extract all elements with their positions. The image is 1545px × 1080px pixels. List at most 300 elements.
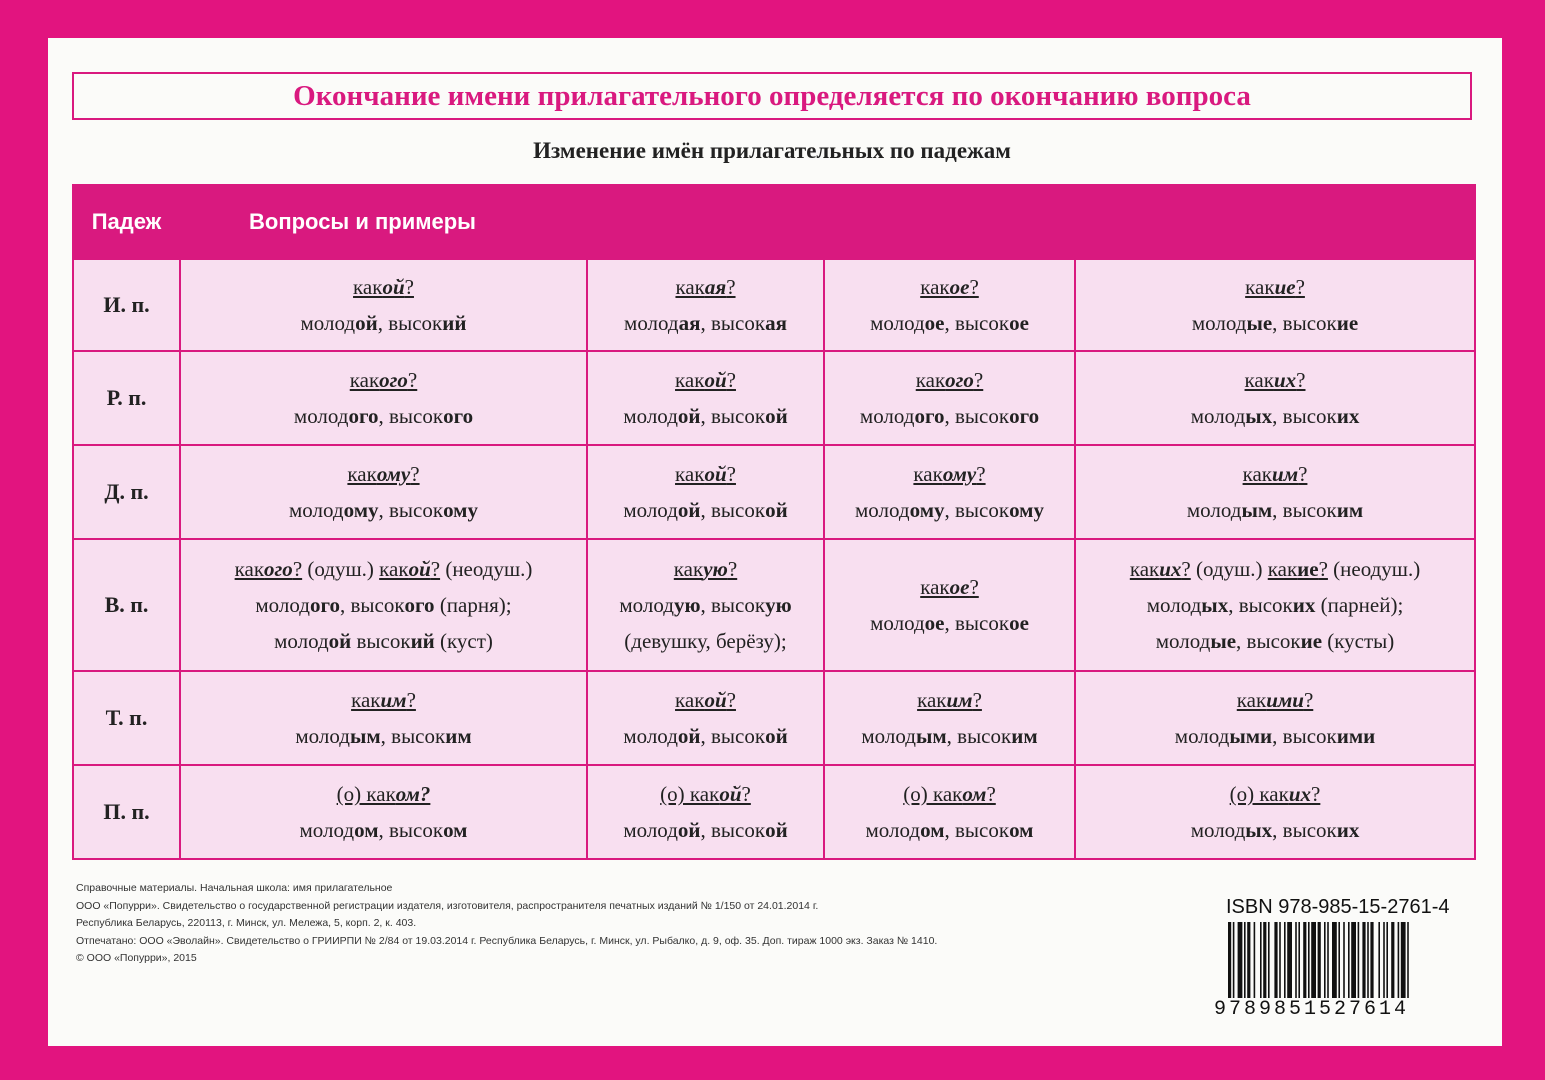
declension-cell <box>587 765 824 859</box>
text-segment: (о) как <box>660 782 720 806</box>
text-segment: молод <box>299 818 355 842</box>
text-segment: молод <box>295 724 350 748</box>
text-segment: как <box>1129 557 1160 581</box>
barcode-bar <box>1263 922 1266 998</box>
text-segment: ий <box>410 629 435 653</box>
barcode-bar <box>1254 922 1256 998</box>
barcode-bar <box>1398 922 1400 998</box>
barcode-bar <box>1238 922 1243 998</box>
table-row <box>73 671 1475 765</box>
imprint-line: © ООО «Попурри», 2015 <box>76 952 197 964</box>
text-segment: , высок <box>1228 593 1293 617</box>
text-segment: молод <box>623 818 678 842</box>
text-segment: как <box>1242 462 1273 486</box>
table-header-row <box>73 185 1475 259</box>
text-segment: ых <box>1245 818 1273 842</box>
text-segment: как <box>913 462 943 486</box>
text-segment: молод <box>1191 311 1247 335</box>
question <box>1076 682 1474 718</box>
text-segment: как <box>1267 557 1298 581</box>
example <box>181 305 586 341</box>
text-segment: им <box>1011 724 1038 748</box>
text-segment: ая <box>678 311 701 335</box>
barcode-bar <box>1386 922 1388 998</box>
text-segment: как <box>920 575 950 599</box>
barcode-bar <box>1327 922 1329 998</box>
text-segment: , высок <box>946 724 1012 748</box>
text-segment: ой <box>704 368 727 392</box>
case-label: Т. п. <box>73 671 180 765</box>
text-segment: (парня); <box>434 593 512 617</box>
declension-cell <box>180 351 587 445</box>
text-segment: ? <box>986 782 996 806</box>
text-segment: ой <box>328 629 352 653</box>
text-segment: (одуш.) <box>1190 557 1268 581</box>
text-segment: ? <box>726 368 736 392</box>
barcode-bar <box>1311 922 1316 998</box>
declension-cell <box>824 259 1075 351</box>
question <box>588 776 823 812</box>
text-segment: ом <box>920 818 945 842</box>
text-segment: ? <box>1318 557 1328 581</box>
text-segment: ой <box>719 782 742 806</box>
table-body <box>73 259 1475 859</box>
text-segment: , высок <box>700 818 766 842</box>
declension-cell <box>180 765 587 859</box>
text-segment: , высок <box>944 611 1010 635</box>
declension-cell <box>180 259 587 351</box>
cell-line <box>588 623 823 659</box>
header-questions: Вопросы и примеры <box>180 185 1475 259</box>
case-label: Д. п. <box>73 445 180 539</box>
text-segment: ую <box>765 593 792 617</box>
text-segment: как <box>349 368 380 392</box>
text-segment: им <box>380 688 407 712</box>
text-segment: ому <box>942 462 977 486</box>
text-segment: ом <box>1009 818 1034 842</box>
text-segment: ом <box>962 782 987 806</box>
text-segment: ого <box>379 368 408 392</box>
text-segment: ое <box>924 611 945 635</box>
question <box>181 269 586 305</box>
text-segment: их <box>1159 557 1182 581</box>
text-segment: , высок <box>700 593 766 617</box>
text-segment: им <box>445 724 472 748</box>
text-segment: им <box>1272 462 1299 486</box>
isbn-label: ISBN 978-985-15-2761-4 <box>1226 896 1450 918</box>
text-segment: молод <box>623 724 678 748</box>
text-segment: как <box>675 275 705 299</box>
text-segment: молод <box>255 593 310 617</box>
text-segment: ому <box>343 498 379 522</box>
text-segment: ими <box>1266 688 1304 712</box>
declension-cell <box>824 445 1075 539</box>
text-segment: ой <box>704 462 727 486</box>
text-segment: ой <box>765 818 788 842</box>
text-segment: как <box>675 368 705 392</box>
text-segment: высок <box>351 629 411 653</box>
text-segment: ое <box>949 275 970 299</box>
text-segment: ? <box>1296 368 1306 392</box>
question <box>825 362 1074 398</box>
text-segment: молод <box>1155 629 1211 653</box>
barcode-bar <box>1383 922 1385 998</box>
text-segment: ? <box>726 688 736 712</box>
declension-cell <box>1075 259 1475 351</box>
text-segment: ой <box>677 724 701 748</box>
question <box>181 776 586 812</box>
barcode-bar <box>1228 922 1231 998</box>
example <box>1076 812 1474 848</box>
case-label: В. п. <box>73 539 180 671</box>
text-segment: , высок <box>1272 311 1337 335</box>
text-segment: (неодуш.) <box>440 557 533 581</box>
text-segment: (кусты) <box>1322 629 1395 653</box>
text-segment: , высок <box>700 498 766 522</box>
barcode-bar <box>1298 922 1300 998</box>
imprint <box>76 880 937 968</box>
example <box>1076 718 1474 754</box>
declension-cell <box>587 539 824 671</box>
text-segment: ? <box>969 275 979 299</box>
text-segment: (о) как <box>903 782 963 806</box>
text-segment: как <box>353 275 383 299</box>
text-segment: ? <box>1181 557 1191 581</box>
text-segment: молод <box>855 498 910 522</box>
barcode-bar <box>1362 922 1365 998</box>
text-segment: , высок <box>944 404 1010 428</box>
barcode-bar <box>1279 922 1281 998</box>
text-segment: ого <box>309 593 340 617</box>
text-segment: ого <box>264 557 293 581</box>
question <box>588 269 823 305</box>
barcode-bar <box>1318 922 1321 998</box>
example <box>825 305 1074 341</box>
text-segment: как <box>915 368 946 392</box>
text-segment: ого <box>1009 404 1040 428</box>
barcode-bar <box>1233 922 1235 998</box>
text-segment: как <box>673 557 704 581</box>
barcode-bar <box>1391 922 1394 998</box>
header-case: Падеж <box>73 185 180 259</box>
barcode-bar <box>1260 922 1262 998</box>
text-segment: молод <box>1146 593 1202 617</box>
cell-line <box>588 551 823 587</box>
declension-cell <box>824 351 1075 445</box>
text-segment: (куст) <box>434 629 493 653</box>
text-segment: как <box>347 462 377 486</box>
text-segment: , высок <box>380 724 446 748</box>
case-label: П. п. <box>73 765 180 859</box>
text-segment: молод <box>1190 818 1246 842</box>
cell-line <box>1076 587 1474 623</box>
example <box>825 398 1074 434</box>
text-segment: ому <box>909 498 945 522</box>
text-segment: как <box>1245 275 1275 299</box>
text-segment: , высок <box>1272 818 1337 842</box>
imprint-line: Республика Беларусь, 220113, г. Минск, ул. Мележа, 5, корп. 2, к. 403. <box>76 917 417 929</box>
barcode-bar <box>1343 922 1345 998</box>
text-segment: ое <box>949 575 970 599</box>
text-segment: ? <box>969 575 979 599</box>
table-title: Изменение имён прилагательных по падежам <box>533 138 1011 163</box>
text-segment: ими <box>1336 724 1376 748</box>
text-segment: ом <box>443 818 468 842</box>
declension-cell <box>180 539 587 671</box>
imprint-line: Отпечатано: ООО «Эволайн». Свидетельство о ГРИИРПИ № 2/84 от 19.03.2014 г. Республика Беларусь, г. Минск, ул. Рыбалко, д. 9, оф. 35. Доп. тираж 1000 экз. Заказ № 1410. <box>76 934 938 947</box>
question <box>825 776 1074 812</box>
barcode-bar <box>1351 922 1356 998</box>
text-segment: ая <box>704 275 727 299</box>
imprint-line: Справочные материалы. Начальная школа: имя прилагательное <box>76 882 393 894</box>
text-segment: ? <box>1298 462 1308 486</box>
example <box>181 812 586 848</box>
text-segment: ? <box>1295 275 1305 299</box>
text-segment: ую <box>673 593 701 617</box>
text-segment: молод <box>293 404 349 428</box>
question <box>181 456 586 492</box>
example <box>588 812 823 848</box>
text-segment: ого <box>945 368 974 392</box>
example <box>181 718 586 754</box>
text-segment: молод <box>624 311 679 335</box>
text-segment: ? <box>972 688 982 712</box>
question <box>1076 269 1474 305</box>
text-segment: , высок <box>1272 498 1337 522</box>
text-segment: ой <box>355 311 378 335</box>
barcode-bar <box>1367 922 1369 998</box>
text-segment: , высок <box>1272 404 1337 428</box>
text-segment: ым <box>1241 498 1273 522</box>
barcode-number: 9789851527614 <box>1214 998 1410 1021</box>
text-segment: ой <box>765 404 788 428</box>
declension-cell <box>587 259 824 351</box>
text-segment: ие <box>1300 629 1323 653</box>
text-segment: как <box>351 688 381 712</box>
rule-banner-text: Окончание имени прилагательного определяется по окончанию вопроса <box>293 79 1251 112</box>
table-row <box>73 765 1475 859</box>
text-segment: ой <box>704 688 727 712</box>
barcode-bar <box>1401 922 1406 998</box>
declension-cell <box>180 671 587 765</box>
text-segment: ым <box>915 724 947 748</box>
barcode-bar <box>1295 922 1297 998</box>
cell-line <box>181 623 586 659</box>
text-segment: ом? <box>395 782 431 806</box>
example <box>588 398 823 434</box>
text-segment: (неодуш.) <box>1327 557 1421 581</box>
text-segment: ая <box>765 311 787 335</box>
imprint-line: ООО «Попурри». Свидетельство о государственной регистрации издателя, изготовителя, распространителя печатных изданий № 1/150 от 24.01.2014 г. <box>76 899 819 912</box>
barcode-bar <box>1284 922 1286 998</box>
text-segment: (парней); <box>1315 593 1404 617</box>
text-segment: их <box>1336 818 1360 842</box>
text-segment: ? <box>726 462 736 486</box>
text-segment: молод <box>865 818 921 842</box>
text-segment: , высок <box>378 818 444 842</box>
question <box>181 682 586 718</box>
barcode-bar <box>1247 922 1250 998</box>
text-segment: , высок <box>377 311 443 335</box>
text-segment: (одуш.) <box>302 557 380 581</box>
text-segment: ? <box>430 557 441 581</box>
text-segment: ? <box>1303 688 1314 712</box>
text-segment: ? <box>741 782 751 806</box>
text-segment: ой <box>677 498 701 522</box>
declension-cell <box>824 539 1075 671</box>
text-segment: как <box>675 688 705 712</box>
text-segment: как <box>917 688 947 712</box>
example <box>181 398 586 434</box>
text-segment: молод <box>859 404 915 428</box>
question <box>588 456 823 492</box>
example <box>181 492 586 528</box>
text-segment: молод <box>1186 498 1242 522</box>
text-segment: ? <box>726 275 736 299</box>
declension-cell <box>824 671 1075 765</box>
barcode <box>1226 922 1478 998</box>
text-segment: (о) как <box>1229 782 1289 806</box>
text-segment: ого <box>443 404 474 428</box>
declension-cell <box>587 671 824 765</box>
text-segment: , высок <box>944 311 1010 335</box>
declension-cell <box>1075 445 1475 539</box>
text-segment: им <box>1336 498 1364 522</box>
text-segment: ой <box>382 275 405 299</box>
example <box>588 305 823 341</box>
text-segment: ое <box>1009 311 1029 335</box>
text-segment: ом <box>354 818 379 842</box>
example <box>1076 492 1474 528</box>
declension-cell <box>1075 351 1475 445</box>
cell-line <box>181 551 586 587</box>
case-label: И. п. <box>73 259 180 351</box>
text-segment: молод <box>623 404 678 428</box>
question <box>1076 362 1474 398</box>
text-segment: молод <box>274 629 329 653</box>
text-segment: ? <box>404 275 414 299</box>
text-segment: ое <box>1009 611 1029 635</box>
text-segment: как <box>920 275 950 299</box>
text-segment: ую <box>703 557 728 581</box>
text-segment: , высок <box>700 724 766 748</box>
declension-cell <box>824 765 1075 859</box>
text-segment: , высок <box>1236 629 1301 653</box>
text-segment: ого <box>914 404 945 428</box>
text-segment: молод <box>289 498 344 522</box>
declension-table <box>72 184 1476 860</box>
text-segment: как <box>1236 688 1267 712</box>
barcode-bar <box>1308 922 1310 998</box>
text-segment: молод <box>623 498 678 522</box>
text-segment: , высок <box>700 404 766 428</box>
text-segment: ое <box>924 311 945 335</box>
text-segment: ому <box>1009 498 1044 522</box>
barcode-bar <box>1338 922 1340 998</box>
barcode-bar <box>1324 922 1326 998</box>
question <box>1076 776 1474 812</box>
text-segment: как <box>1244 368 1274 392</box>
text-segment: ых <box>1245 404 1273 428</box>
question <box>1076 456 1474 492</box>
text-segment: ым <box>349 724 381 748</box>
text-segment: ? <box>407 368 418 392</box>
text-segment: молод <box>1174 724 1230 748</box>
text-segment: ой <box>765 724 788 748</box>
text-segment: как <box>379 557 409 581</box>
example <box>825 718 1074 754</box>
text-segment: , высок <box>378 404 444 428</box>
text-segment: ые <box>1246 311 1273 335</box>
example <box>825 492 1074 528</box>
text-segment: ие <box>1274 275 1296 299</box>
declension-cell <box>1075 539 1475 671</box>
case-label: Р. п. <box>73 351 180 445</box>
cell-line <box>1076 551 1474 587</box>
cell-line <box>1076 623 1474 659</box>
table-row <box>73 445 1475 539</box>
cell-line <box>588 587 823 623</box>
text-segment: ого <box>404 593 435 617</box>
barcode-bar <box>1370 922 1373 998</box>
barcode-bar <box>1358 922 1360 998</box>
text-segment: ого <box>348 404 379 428</box>
text-segment: , высок <box>944 818 1010 842</box>
barcode-bar <box>1287 922 1292 998</box>
text-segment: ие <box>1336 311 1359 335</box>
text-segment: ому <box>376 462 411 486</box>
barcode-bar <box>1268 922 1270 998</box>
barcode-bar <box>1378 922 1380 998</box>
text-segment: ие <box>1297 557 1319 581</box>
question <box>181 362 586 398</box>
text-segment: молод <box>300 311 356 335</box>
barcode-bar <box>1407 922 1409 998</box>
declension-cell <box>587 351 824 445</box>
declension-cell <box>180 445 587 539</box>
text-segment: ? <box>406 688 416 712</box>
text-segment: , высок <box>339 593 405 617</box>
text-segment: их <box>1273 368 1297 392</box>
rule-banner <box>72 72 1472 120</box>
text-segment: ой <box>677 404 701 428</box>
question <box>588 682 823 718</box>
text-segment: (о) как <box>336 782 396 806</box>
text-segment: ой <box>408 557 431 581</box>
text-segment: ? <box>292 557 303 581</box>
text-segment: их <box>1288 782 1312 806</box>
text-segment: , высок <box>1272 724 1337 748</box>
declension-cell <box>1075 671 1475 765</box>
text-segment: их <box>1292 593 1316 617</box>
table-row <box>73 539 1475 671</box>
question <box>825 682 1074 718</box>
text-segment: как <box>234 557 265 581</box>
text-segment: ых <box>1201 593 1229 617</box>
cell-line <box>181 587 586 623</box>
declension-cell <box>1075 765 1475 859</box>
declension-cell <box>587 445 824 539</box>
question <box>588 362 823 398</box>
barcode-bar <box>1332 922 1337 998</box>
text-segment: ому <box>443 498 478 522</box>
text-segment: ий <box>442 311 467 335</box>
text-segment: молод <box>870 611 925 635</box>
text-segment: ? <box>727 557 738 581</box>
example <box>588 718 823 754</box>
text-segment: молод <box>870 311 925 335</box>
table-row <box>73 351 1475 445</box>
